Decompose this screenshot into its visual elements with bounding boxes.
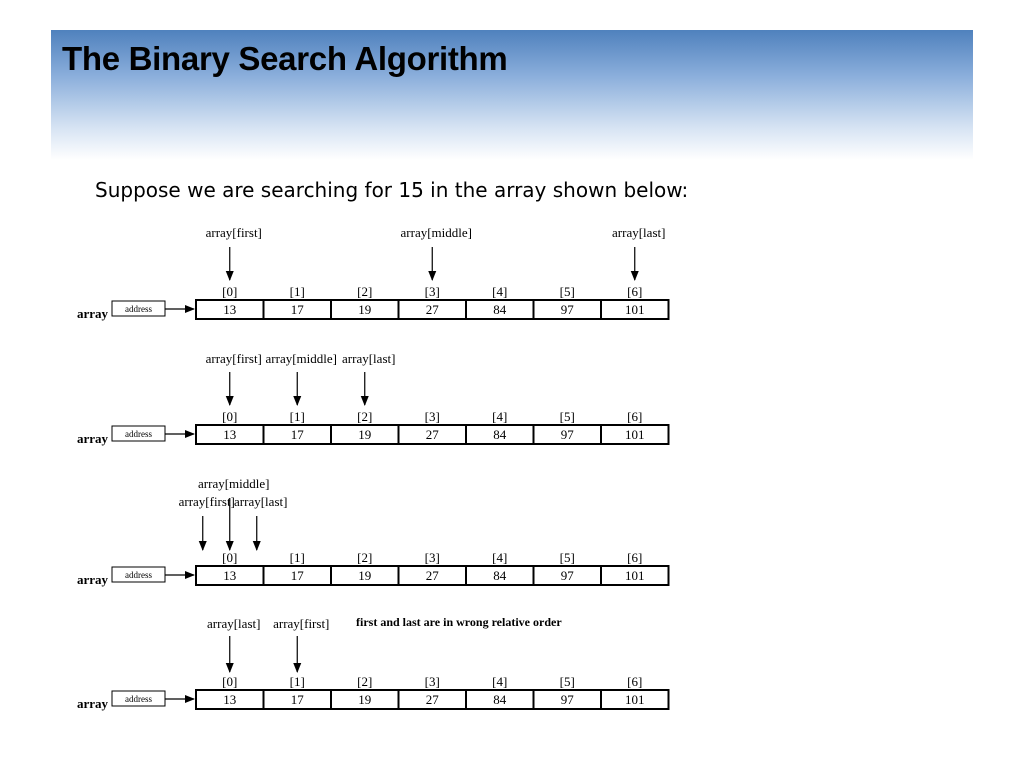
array-cell-value: 19 (358, 427, 372, 442)
array-cell-value: 13 (223, 302, 237, 317)
array-cell-value: 101 (625, 302, 645, 317)
array-cell-value: 19 (358, 692, 372, 707)
index-label: [6] (627, 550, 643, 565)
wrong-order-note: first and last are in wrong relative order (356, 615, 562, 629)
pointer-label: array[middle] (265, 351, 337, 366)
index-label: [5] (559, 550, 575, 565)
index-label: [2] (357, 674, 373, 689)
index-label: [4] (492, 550, 508, 565)
index-label: [6] (627, 674, 643, 689)
array-cell-value: 27 (425, 427, 439, 442)
array-cell-value: 101 (625, 568, 645, 583)
array-name: array (77, 306, 109, 321)
array-cell-value: 97 (560, 427, 574, 442)
pointer-label: array[first] (178, 494, 235, 509)
array-name: array (77, 572, 109, 587)
array-cell-value: 13 (223, 427, 237, 442)
pointer-label: array[middle] (198, 476, 270, 491)
index-label: [6] (627, 284, 643, 299)
address-label: address (125, 304, 152, 314)
array-cell-value: 97 (560, 692, 574, 707)
index-label: [0] (222, 284, 238, 299)
pointer-label: array[first] (205, 351, 262, 366)
array-cell-value: 13 (223, 692, 237, 707)
array-cell-value: 27 (425, 692, 439, 707)
index-label: [4] (492, 409, 508, 424)
index-label: [5] (559, 284, 575, 299)
index-label: [1] (289, 674, 305, 689)
array-cell-value: 19 (358, 302, 372, 317)
array-cell-value: 27 (425, 302, 439, 317)
index-label: [4] (492, 674, 508, 689)
array-cell-value: 84 (493, 568, 507, 583)
array-cell-value: 27 (425, 568, 439, 583)
index-label: [5] (559, 674, 575, 689)
pointer-label: array[first] (273, 616, 330, 631)
array-cell-value: 84 (493, 692, 507, 707)
index-label: [5] (559, 409, 575, 424)
array-name: array (77, 431, 109, 446)
index-label: [1] (289, 550, 305, 565)
index-label: [0] (222, 409, 238, 424)
index-label: [2] (357, 284, 373, 299)
intro-text: Suppose we are searching for 15 in the array shown below: (95, 178, 689, 202)
index-label: [1] (289, 284, 305, 299)
array-cell-value: 17 (290, 568, 304, 583)
index-label: [0] (222, 674, 238, 689)
index-label: [3] (424, 409, 440, 424)
array-cell-value: 13 (223, 568, 237, 583)
array-cell-value: 101 (625, 427, 645, 442)
array-cell-value: 17 (290, 427, 304, 442)
array-cell-value: 19 (358, 568, 372, 583)
slide-title: The Binary Search Algorithm (62, 40, 508, 77)
index-label: [2] (357, 409, 373, 424)
array-cell-value: 101 (625, 692, 645, 707)
pointer-label: array[first] (205, 225, 262, 240)
array-cell-value: 97 (560, 302, 574, 317)
pointer-label: array[last] (342, 351, 396, 366)
array-name: array (77, 696, 109, 711)
pointer-label: array[last] (612, 225, 666, 240)
index-label: [3] (424, 674, 440, 689)
array-cell-value: 84 (493, 427, 507, 442)
index-label: [3] (424, 284, 440, 299)
index-label: [0] (222, 550, 238, 565)
address-label: address (125, 429, 152, 439)
index-label: [6] (627, 409, 643, 424)
pointer-label: array[last] (207, 616, 261, 631)
address-label: address (125, 694, 152, 704)
index-label: [1] (289, 409, 305, 424)
pointer-label: array[last] (234, 494, 288, 509)
index-label: [4] (492, 284, 508, 299)
index-label: [2] (357, 550, 373, 565)
array-cell-value: 17 (290, 692, 304, 707)
address-label: address (125, 570, 152, 580)
index-label: [3] (424, 550, 440, 565)
array-cell-value: 84 (493, 302, 507, 317)
array-cell-value: 17 (290, 302, 304, 317)
array-cell-value: 97 (560, 568, 574, 583)
pointer-label: array[middle] (400, 225, 472, 240)
